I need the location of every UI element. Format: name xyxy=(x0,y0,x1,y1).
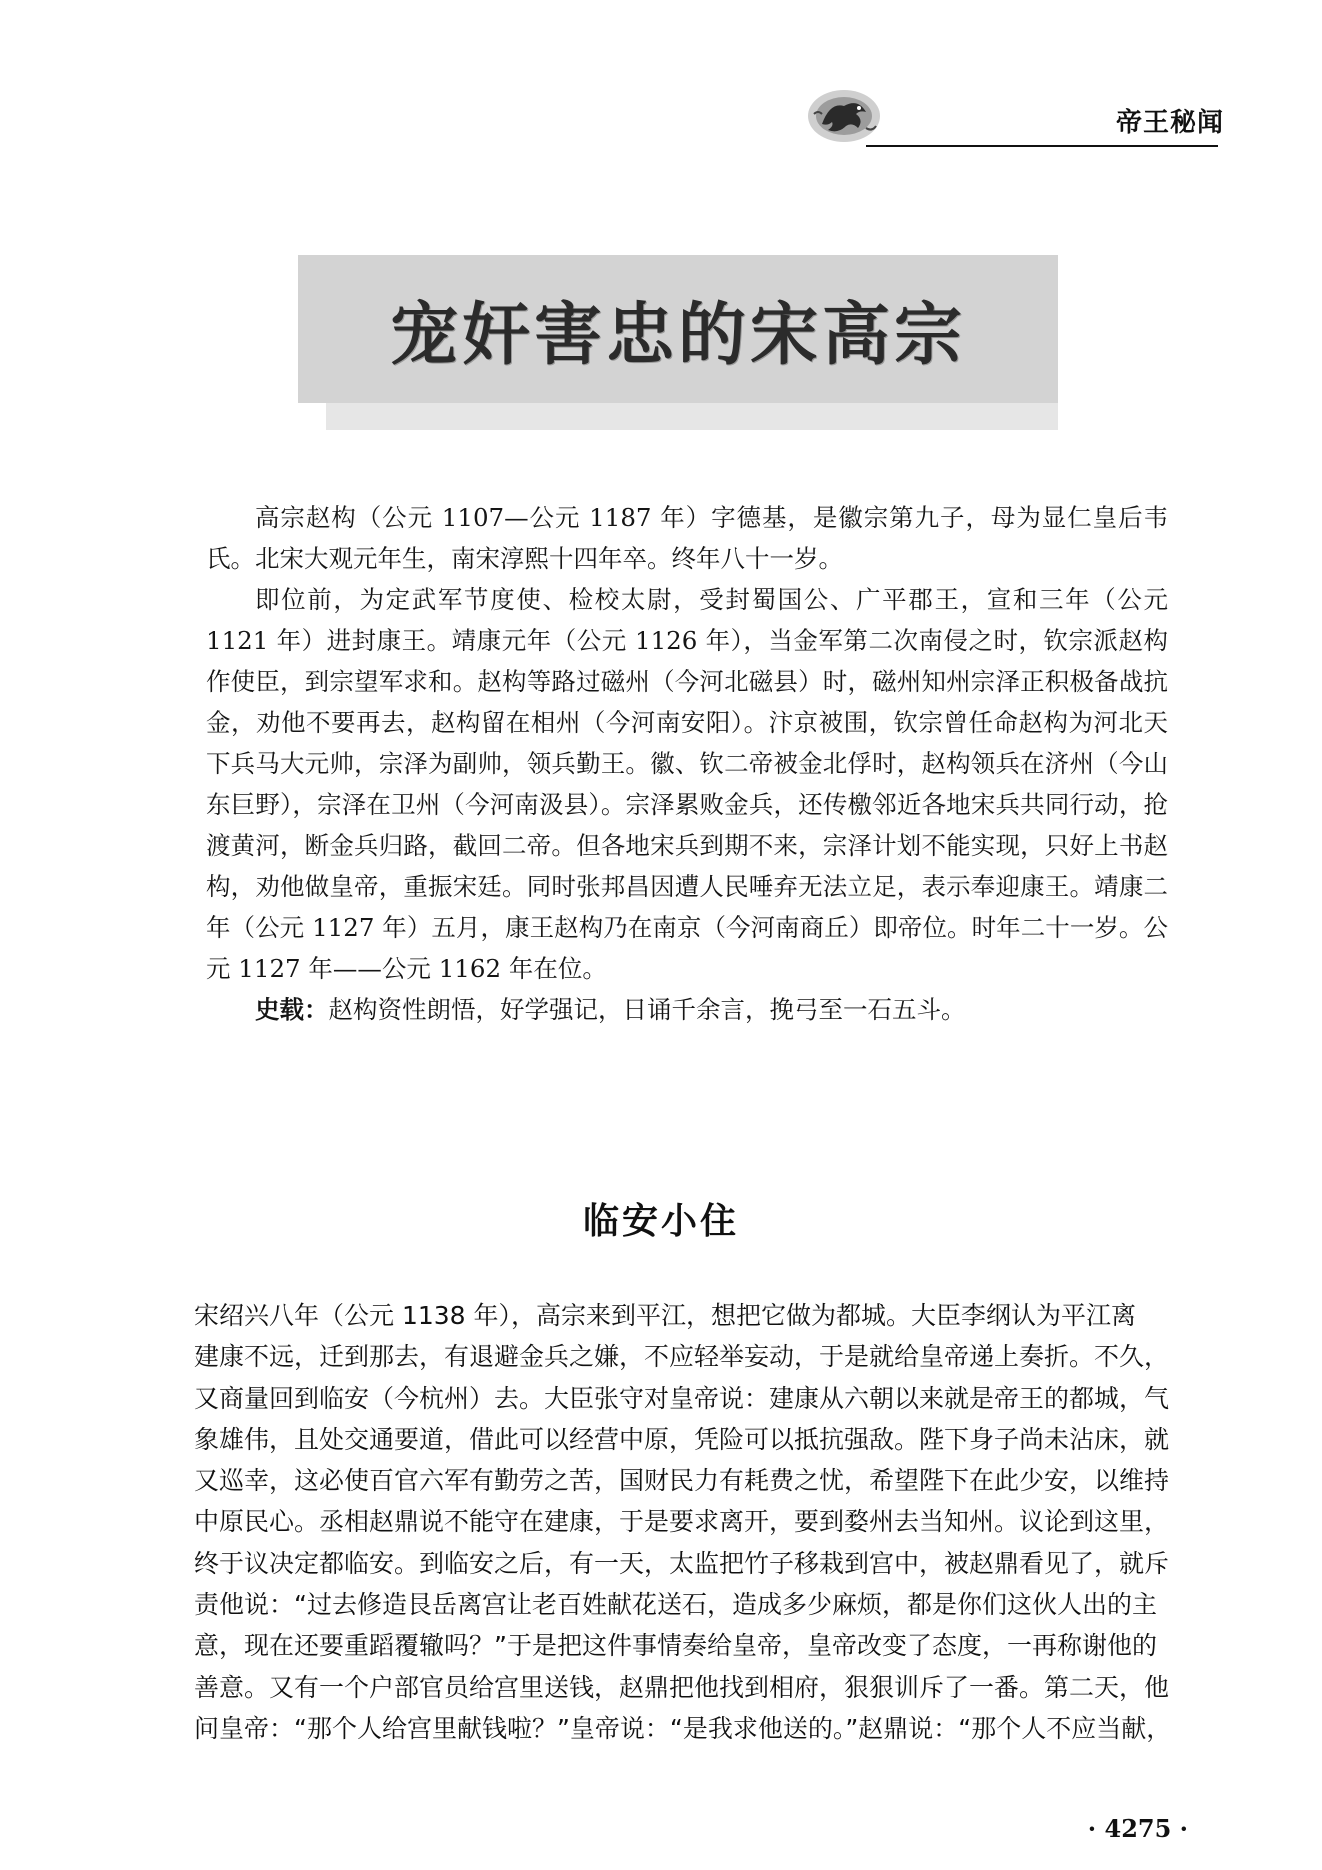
running-header-title: 帝王秘闻 xyxy=(1115,108,1224,138)
section-body xyxy=(194,1295,1230,1749)
body-line: 象雄伟，且处交通要道，借此可以经营中原，凭险可以抵抗强敌。陛下身子尚未沾床，就 xyxy=(194,1424,1170,1454)
section-title: 临安小住 xyxy=(582,1201,739,1242)
body-line: 善意。又有一个户部官员给宫里送钱，赵鼎把他找到相府，狠狠训斥了一番。第二天，他 xyxy=(194,1672,1170,1702)
body-line: 又巡幸，这必使百官六军有勤劳之苦，国财民力有耗费之忧，希望陛下在此少安，以维持 xyxy=(194,1466,1170,1496)
chapter-title: 宠奸害忠的宋高宗 xyxy=(389,294,966,375)
body-line: 又商量回到临安（今杭州）去。大臣张守对皇帝说：建康从六朝以来就是帝王的都城，气 xyxy=(194,1383,1170,1413)
intro-paragraph: 高宗赵构（公元 1107—公元 1187 年）字德基，是徽宗第九子，母为显仁皇后韦氏。北宋大观元年生，南宋淳熙十四年卒。终年八十一岁。 xyxy=(206,503,1168,573)
shizai-label: 史载： xyxy=(255,995,329,1024)
intro-block xyxy=(206,497,1168,1030)
body-line: 责他说：“过去修造艮岳离宫让老百姓献花送石，造成多少麻烦，都是你们这伙人出的主 xyxy=(194,1590,1157,1620)
intro-paragraph: 即位前，为定武军节度使、检校太尉，受封蜀国公、广平郡王，宣和三年（公元 1121 年）进封康王。靖康元年（公元 1126 年），当金军第二次南侵之时，钦宗派赵构作使臣，到宗望军求和。赵构等路过磁州（今河北磁县）时，磁州知州宗泽正积极备战抗金，劝他不要再去，赵构留在相州（今河南安阳）。汴京被围，钦宗曾任命赵构为河北天下兵马大元帅，宗泽为副帅，领兵勤王。徽、钦二帝被金北俘时，赵构领兵在济州（今山东巨野），宗泽在卫州（今河南汲县）。宗泽累败金兵，还传檄邻近各地宋兵共同行动，抢渡黄河，断金兵归路，截回二帝。但各地宋兵到期不来，宗泽计划不能实现，只好上书赵构，劝他做皇帝，重振宋廷。同时张邦昌因遭人民唾弃无法立足，表示奉迎康王。靖康二年（公元 1127 年）五月，康王赵构乃在南京（今河南商丘）即帝位。时年二十一岁。公元 1127 年——公元 1162 年在位。 xyxy=(206,585,1168,983)
body-line: 终于议决定都临安。到临安之后，有一天，太监把竹子移栽到宫中，被赵鼎看见了，就斥 xyxy=(194,1548,1170,1578)
page-number: · 4275 · xyxy=(1087,1814,1188,1843)
body-line: 意，现在还要重蹈覆辙吗？”于是把这件事情奏给皇帝，皇帝改变了态度，一再称谢他的 xyxy=(194,1631,1157,1661)
body-line: 建康不远，迁到那去，有退避金兵之嫌，不应轻举妄动，于是就给皇帝递上奏折。不久， xyxy=(194,1342,1170,1372)
header-rule xyxy=(866,145,1218,147)
shizai-text: 赵构资性朗悟，好学强记，日诵千余言，挽弓至一石五斗。 xyxy=(328,995,966,1024)
body-line: 问皇帝：“那个人给宫里献钱啦？”皇帝说：“是我求他送的。”赵鼎说：“那个人不应当献， xyxy=(194,1713,1172,1743)
body-line: 中原民心。丞相赵鼎说不能守在建康，于是要求离开，要到婺州去当知州。议论到这里， xyxy=(194,1507,1170,1537)
intro-paragraph xyxy=(206,989,1168,1030)
dragon-emblem-icon xyxy=(804,84,884,146)
body-line: 宋绍兴八年（公元 1138 年），高宗来到平江，想把它做为都城。大臣李纲认为平江离 xyxy=(194,1301,1137,1330)
